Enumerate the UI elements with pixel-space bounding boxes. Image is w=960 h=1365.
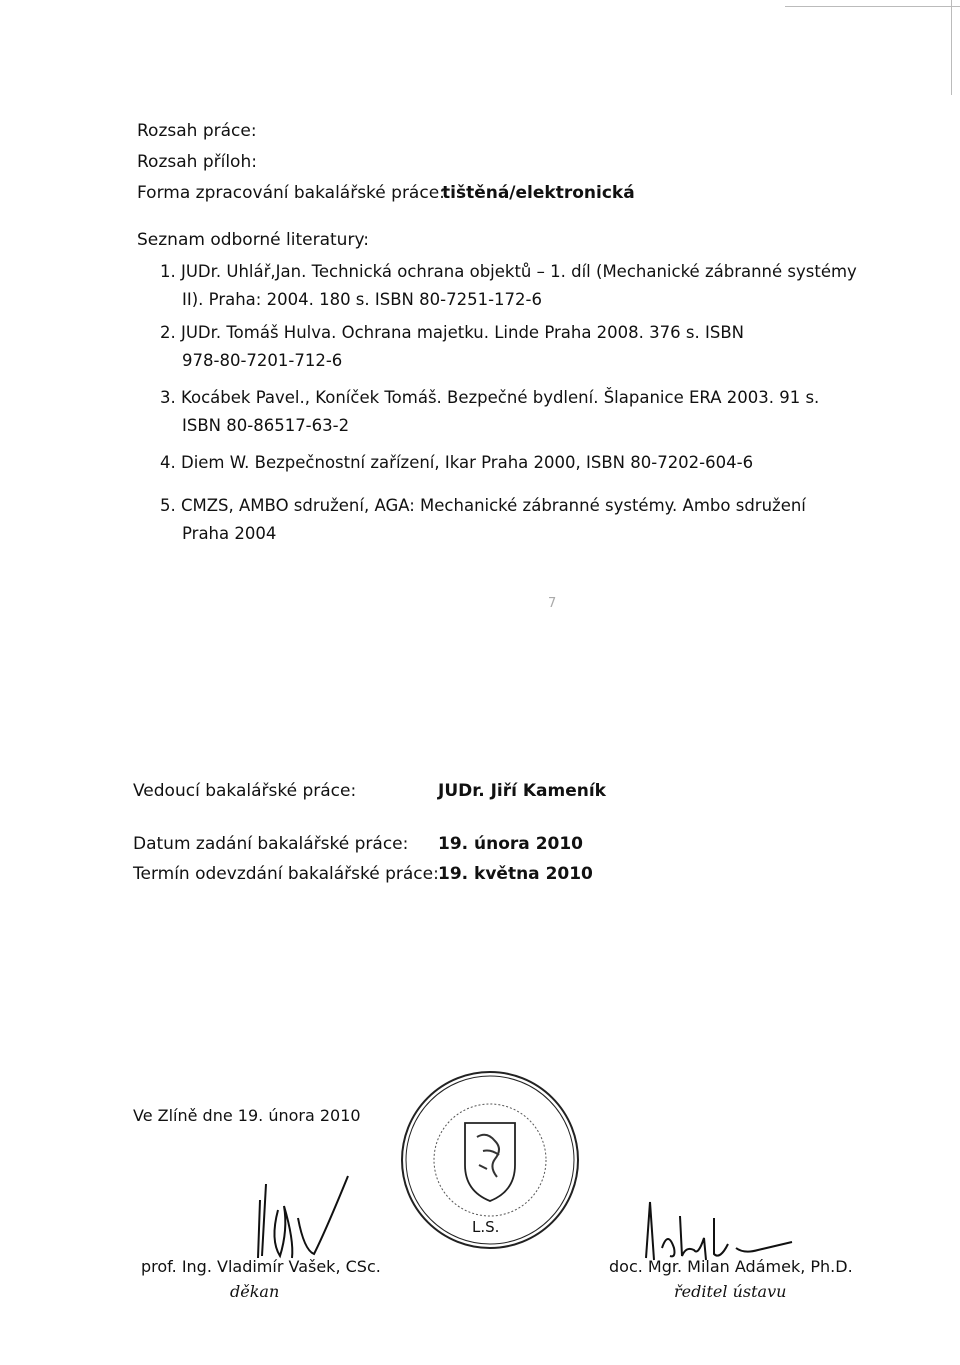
literature-item-4 (160, 449, 753, 477)
director-name: doc. Mgr. Milan Adámek, Ph.D. (609, 1257, 853, 1276)
literature-item-line: 978-80-7201-712-6 (182, 351, 343, 370)
dean-role: děkan (230, 1282, 280, 1301)
assigned-date-label: Datum zadání bakalářské práce: (133, 834, 409, 854)
literature-item-line: ISBN 80-86517-63-2 (182, 416, 350, 435)
literature-title: Seznam odborné literatury: (137, 230, 369, 250)
place-date: Ve Zlíně dne 19. února 2010 (133, 1106, 361, 1125)
assigned-date-value: 19. února 2010 (438, 834, 584, 854)
director-signature (640, 1188, 800, 1268)
deadline-date-label: Termín odevzdání bakalářské práce: (133, 864, 439, 884)
rozsah-prace-label: Rozsah práce: (137, 121, 257, 141)
literature-item-line: II). Praha: 2004. 180 s. ISBN 80-7251-172-6 (182, 290, 542, 309)
literature-item-5 (160, 492, 806, 548)
stamp-ls: L.S. (472, 1218, 500, 1236)
forma-label: Forma zpracování bakalářské práce: (137, 183, 445, 203)
literature-item-line: Praha 2004 (182, 524, 277, 543)
dean-name: prof. Ing. Vladimír Vašek, CSc. (141, 1257, 381, 1276)
rozsah-priloh-label: Rozsah příloh: (137, 152, 257, 172)
page-mark: 7 (548, 596, 557, 611)
literature-item-line: 4. Diem W. Bezpečnostní zařízení, Ikar Praha 2000, ISBN 80-7202-604-6 (160, 453, 754, 472)
literature-item-line: 2. JUDr. Tomáš Hulva. Ochrana majetku. Linde Praha 2008. 376 s. ISBN (160, 323, 744, 342)
scan-line-right (951, 0, 952, 95)
literature-item-1 (160, 258, 857, 314)
director-role: ředitel ústavu (674, 1282, 787, 1301)
supervisor-value: JUDr. Jiří Kameník (438, 781, 606, 801)
scan-line-top (785, 6, 960, 7)
deadline-date-value: 19. května 2010 (438, 864, 593, 884)
literature-item-line: 3. Kocábek Pavel., Koníček Tomáš. Bezpečné bydlení. Šlapanice ERA 2003. 91 s. (160, 388, 820, 407)
forma-value: tištěná/elektronická (442, 183, 635, 203)
literature-item-line: 1. JUDr. Uhlář,Jan. Technická ochrana objektů – 1. díl (Mechanické zábranné systémy (160, 262, 857, 281)
literature-item-line: 5. CMZS, AMBO sdružení, AGA: Mechanické zábranné systémy. Ambo sdružení (160, 496, 806, 515)
supervisor-label: Vedoucí bakalářské práce: (133, 781, 357, 801)
dean-signature (248, 1170, 368, 1260)
literature-item-3 (160, 384, 819, 440)
literature-item-2 (160, 319, 744, 375)
